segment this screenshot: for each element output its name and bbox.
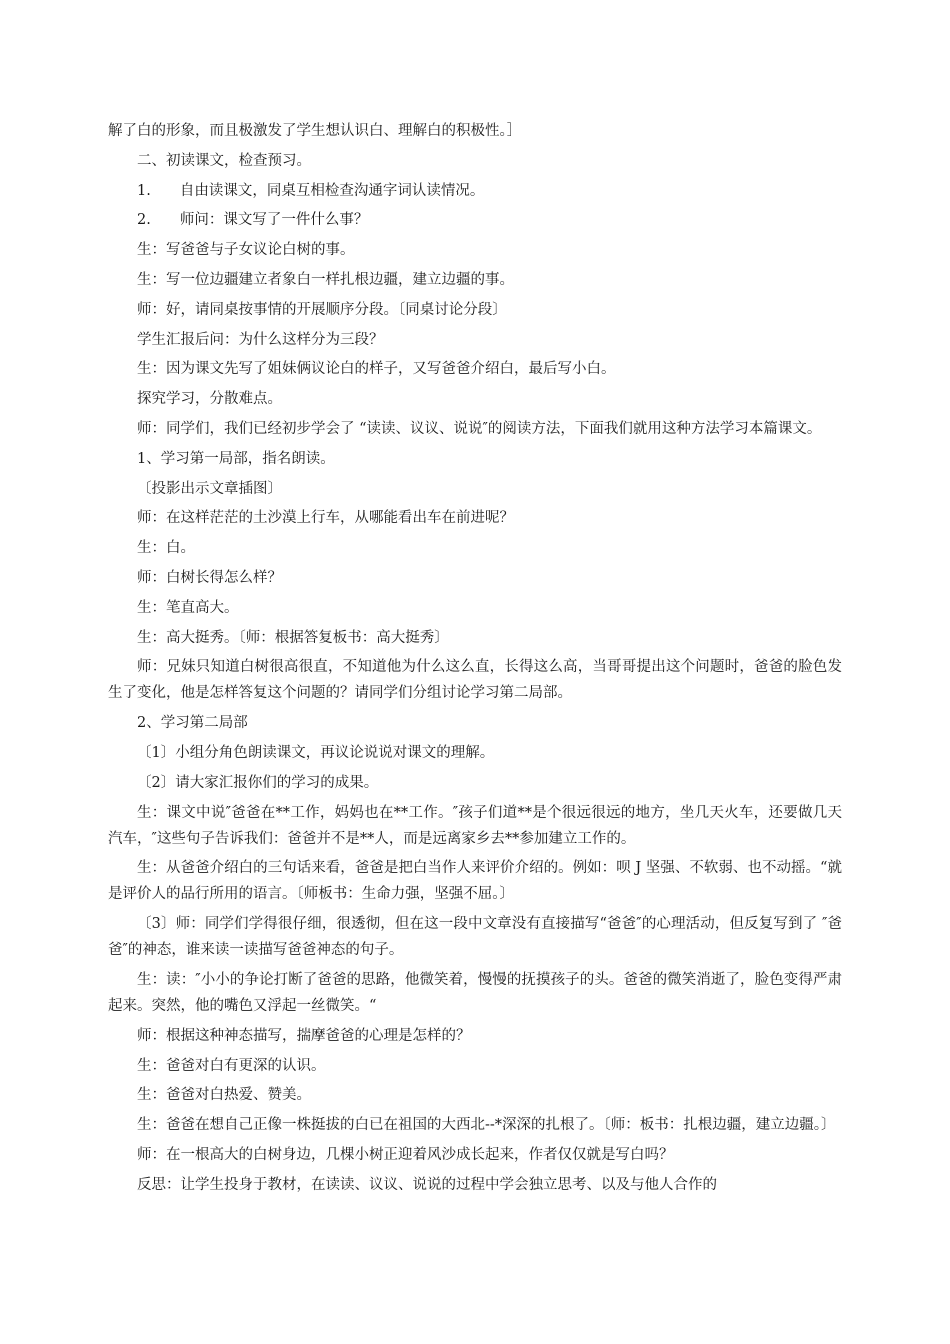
- paragraph: 生：白。: [137, 540, 195, 557]
- paragraph: 生：写一位边疆建立者象白一样扎根边疆，建立边疆的事。: [137, 271, 514, 288]
- paragraph: 生：读：″小小的争论打断了爸爸的思路，他微笑着，慢慢的抚摸孩子的头。爸爸的微笑消逝了，脸色变得严肃起来。突然，他的嘴色又浮起一丝微笑。“: [108, 971, 842, 1014]
- paragraph: 〔3〕师：同学们学得很仔细，很透彻，但在这一段中文章没有直接描写“爸爸″的心理活动，但反复写到了 ″爸爸″的神态，谁来读一读描写爸爸神态的句子。: [108, 916, 842, 959]
- paragraph: 生：因为课文先写了姐妹俩议论白的样子，又写爸爸介绍白，最后写小白。: [137, 361, 616, 378]
- paragraph: 师：在这样茫茫的土沙漠上行车，从哪能看出车在前进呢？: [137, 510, 514, 527]
- paragraph: 师：白树长得怎么样？: [137, 569, 282, 586]
- list-item: 1. 自由读课文，同桌互相检查沟通字词认读情况。: [137, 182, 485, 199]
- paragraph: 生：爸爸在想自己正像一株挺拔的白已在祖国的大西北--*深深的扎根了。〔师：板书：扎根边疆，建立边疆。〕: [137, 1117, 836, 1134]
- document-body: [108, 118, 842, 1202]
- paragraph: 生：从爸爸介绍白的三句话来看，爸爸是把白当作人来评价介绍的。例如：呗 J 坚强、不软弱、也不动摇。“就是评价人的品行所用的语言。〔师板书：生命力强，坚强不屈。〕: [108, 860, 842, 903]
- paragraph: 生：爸爸对白有更深的认识。: [137, 1057, 326, 1074]
- paragraph: 生：爸爸对白热爱、赞美。: [137, 1087, 311, 1104]
- list-item: 2. 师问：课文写了一件什么事？: [137, 212, 369, 229]
- list-item: 〔2〕请大家汇报你们的学习的成果。: [137, 774, 379, 791]
- paragraph: 〔投影出示文章插图〕: [137, 480, 282, 497]
- paragraph: 师：在一根高大的白树身边，几棵小树正迎着风沙成长起来，作者仅仅就是写白吗？: [137, 1146, 674, 1163]
- section-heading: 二、初读课文，检查预习。: [137, 152, 311, 169]
- paragraph: 反思：让学生投身于教材，在读读、议议、说说的过程中学会独立思考、以及与他人合作的: [137, 1176, 717, 1193]
- paragraph: 学生汇报后问：为什么这样分为三段？: [137, 331, 384, 348]
- paragraph: 生：高大挺秀。〔师：根据答复板书：高大挺秀〕: [137, 629, 449, 646]
- paragraph: 师：兄妹只知道白树很高很直，不知道他为什么这么直，长得这么高，当哥哥提出这个问题时，爸爸的脸色发生了变化，他是怎样答复这个问题的？请同学们分组讨论学习第二局部。: [108, 659, 842, 702]
- paragraph: 生：笔直高大。: [137, 599, 239, 616]
- paragraph: 解了白的形象，而且极激发了学生想认识白、理解白的积极性。］: [108, 123, 522, 139]
- paragraph: 生：写爸爸与子女议论白树的事。: [137, 242, 355, 259]
- list-item: 〔1〕小组分角色朗读课文，再议论说说对课文的理解。: [137, 744, 495, 761]
- section-heading: 探究学习，分散难点。: [137, 391, 282, 408]
- paragraph: 师：好，请同桌按事情的开展顺序分段。〔同桌讨论分段〕: [137, 301, 507, 318]
- paragraph: 师：同学们，我们已经初步学会了 “读读、议议、说说″的阅读方法，下面我们就用这种方法学习本篇课文。: [137, 420, 822, 437]
- paragraph: 生：课文中说″爸爸在**工作，妈妈也在**工作。″孩子们道**是个很远很远的地方，坐几天火车，还要做几天汽车，″这些句子告诉我们：爸爸并不是**人，而是远离家乡去**参加建立工作的。: [108, 804, 842, 847]
- paragraph: 师：根据这种神态描写，揣摩爸爸的心理是怎样的？: [137, 1027, 471, 1044]
- list-item: 1、学习第一局部，指名朗读。: [137, 450, 335, 467]
- list-item: 2、学习第二局部: [137, 715, 248, 732]
